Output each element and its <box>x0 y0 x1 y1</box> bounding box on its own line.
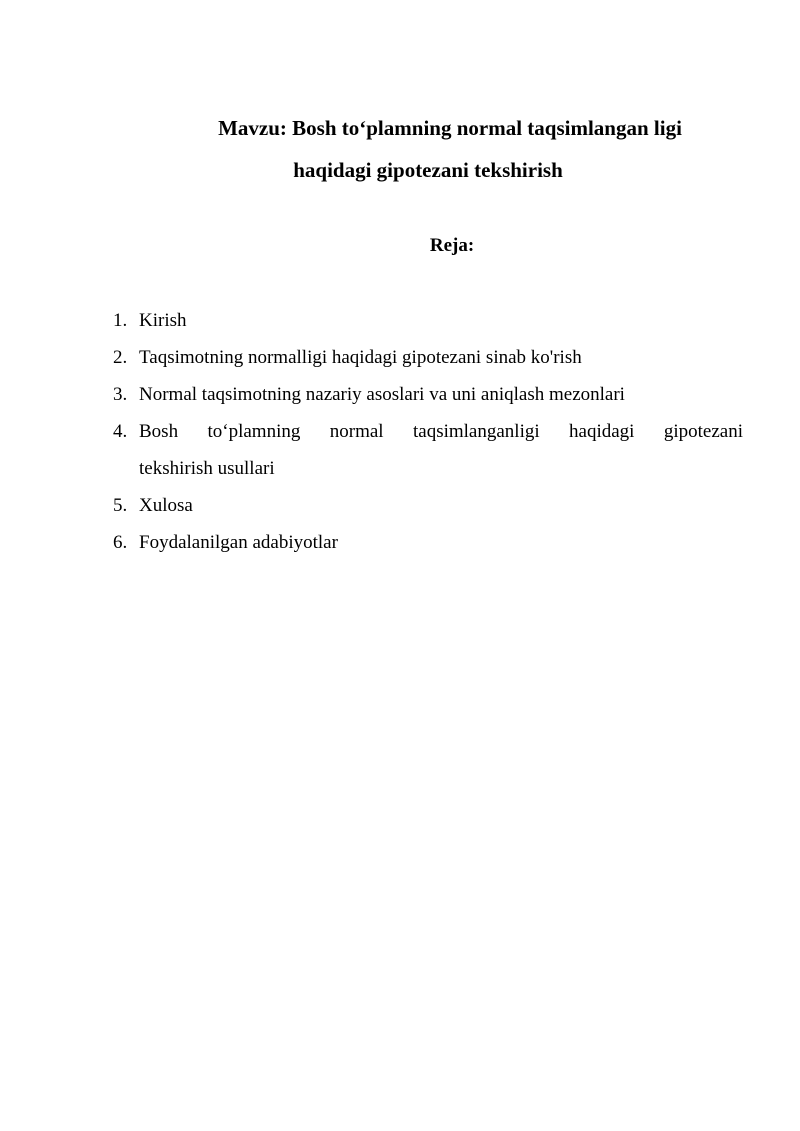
plan-list-item <box>113 531 743 555</box>
plan-item-number: 3. <box>113 384 128 405</box>
plan-item-text: Taqsimotning normalligi haqidagi gipotezani sinab ko'rish <box>139 347 582 368</box>
document-title-line-2: haqidagi gipotezani tekshirish <box>293 158 563 182</box>
plan-item-number: 4. <box>113 421 128 442</box>
plan-item-text: Kirish <box>139 310 187 331</box>
plan-list-item <box>113 494 743 518</box>
plan-item-text: Foydalanilgan adabiyotlar <box>139 532 338 553</box>
plan-item-text-line-1: Bosh to‘plamning normal taqsimlanganligi haqidagi gipotezani <box>139 421 743 442</box>
document-title-line-1: Mavzu: Bosh to‘plamning normal taqsimlangan ligi <box>218 116 682 140</box>
plan-list-item <box>113 383 743 407</box>
plan-item-number: 6. <box>113 532 128 553</box>
plan-list-item <box>113 309 743 333</box>
plan-item-text: Normal taqsimotning nazariy asoslari va uni aniqlash mezonlari <box>139 384 625 405</box>
plan-item-number: 5. <box>113 495 128 516</box>
plan-item-number: 2. <box>113 347 128 368</box>
plan-list-item <box>113 420 743 481</box>
plan-list <box>113 309 743 568</box>
plan-item-text: Xulosa <box>139 495 193 516</box>
plan-item-number: 1. <box>113 310 128 331</box>
plan-heading: Reja: <box>429 235 475 256</box>
plan-item-text <box>139 420 743 481</box>
plan-list-item <box>113 346 743 370</box>
plan-item-text-line-2: tekshirish usullari <box>139 458 275 479</box>
